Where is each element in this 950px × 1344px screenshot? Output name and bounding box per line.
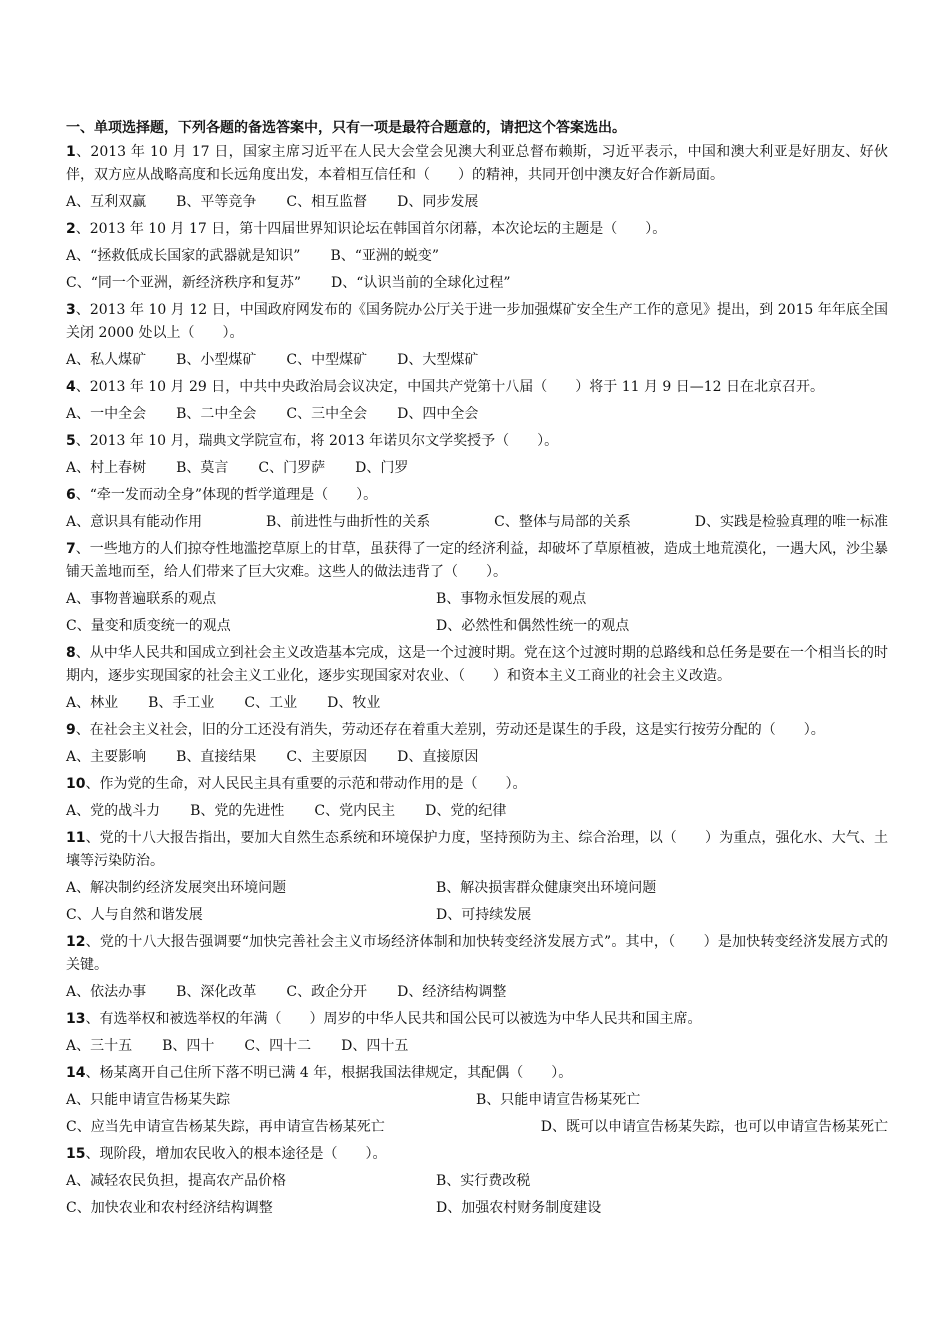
option-a: A、私人煤矿 (66, 352, 147, 368)
question-stem (66, 484, 888, 507)
question-number: 13 (66, 1011, 86, 1027)
question-number: 6 (66, 487, 76, 503)
question-stem (66, 827, 888, 873)
option-d: D、四十五 (341, 1038, 409, 1054)
option-row (66, 1089, 888, 1112)
question-11 (66, 827, 888, 927)
option-a: A、“拯救低成长国家的武器就是知识” (66, 248, 301, 264)
question-10 (66, 773, 888, 823)
option-a: A、依法办事 (66, 984, 147, 1000)
option-c: C、“同一个亚洲，新经济秩序和复苏” (66, 275, 302, 291)
option-c: C、量变和质变统一的观点 (66, 618, 231, 634)
option-d: D、党的纪律 (425, 803, 507, 819)
option-d: D、牧业 (327, 695, 381, 711)
option-c: C、门罗萨 (258, 460, 326, 476)
option-d: D、既可以申请宣告杨某失踪，也可以申请宣告杨某死亡 (540, 1119, 888, 1135)
option-row (66, 588, 888, 611)
option-d: D、“认识当前的全球化过程” (331, 275, 511, 291)
question-number: 2 (66, 221, 76, 237)
question-number: 8 (66, 645, 76, 661)
option-c: C、政企分开 (286, 984, 368, 1000)
option-a: A、减轻农民负担，提高农产品价格 (66, 1173, 287, 1189)
question-text: 、2013 年 10 月 17 日，第十四届世界知识论坛在韩国首尔闭幕，本次论坛的主题是（ ）。 (75, 221, 667, 237)
option-b: B、解决损害群众健康突出环境问题 (436, 880, 657, 896)
question-stem (66, 299, 888, 345)
option-c: C、三中全会 (286, 406, 368, 422)
question-text: 、杨某离开自己住所下落不明已满 4 年，根据我国法律规定，其配偶（ ）。 (85, 1065, 573, 1081)
question-text: 、2013 年 10 月，瑞典文学院宣布，将 2013 年诺贝尔文学奖授予（ ）。 (75, 433, 559, 449)
question-stem (66, 538, 888, 584)
question-number: 12 (66, 934, 86, 950)
question-stem (66, 931, 888, 977)
option-b: B、事物永恒发展的观点 (436, 591, 587, 607)
option-row (66, 511, 888, 534)
question-stem (66, 141, 888, 187)
question-stem (66, 719, 888, 742)
question-number: 3 (66, 302, 76, 318)
option-b: B、四十 (162, 1038, 215, 1054)
question-2 (66, 218, 888, 295)
question-number: 14 (66, 1065, 86, 1081)
question-text: 、现阶段，增加农民收入的根本途径是（ ）。 (85, 1146, 387, 1162)
option-a: A、三十五 (66, 1038, 133, 1054)
option-b: B、手工业 (148, 695, 215, 711)
option-b: B、直接结果 (176, 749, 257, 765)
option-d: D、可持续发展 (436, 907, 532, 923)
option-row (66, 457, 888, 480)
question-stem (66, 1143, 888, 1166)
option-b: B、实行费改税 (436, 1173, 531, 1189)
question-text: 、在社会主义社会，旧的分工还没有消失，劳动还存在着重大差别，劳动还是谋生的手段，这是实行按劳分配的（ ）。 (75, 722, 825, 738)
exam-page (66, 116, 888, 1224)
option-c: C、人与自然和谐发展 (66, 907, 203, 923)
option-c: C、相互监督 (286, 194, 368, 210)
question-text: 、作为党的生命，对人民民主具有重要的示范和带动作用的是（ ）。 (85, 776, 527, 792)
option-d: D、大型煤矿 (397, 352, 479, 368)
option-a: A、林业 (66, 695, 119, 711)
option-row (66, 1170, 888, 1193)
option-b: B、党的先进性 (190, 803, 285, 819)
question-stem (66, 1008, 888, 1031)
question-stem (66, 773, 888, 796)
option-a: A、党的战斗力 (66, 803, 161, 819)
question-8 (66, 642, 888, 715)
option-a: A、一中全会 (66, 406, 147, 422)
question-5 (66, 430, 888, 480)
option-row (66, 245, 888, 268)
question-number: 11 (66, 830, 86, 846)
option-a: A、互利双赢 (66, 194, 147, 210)
question-text: 、2013 年 10 月 17 日，国家主席习近平在人民大会堂会见澳大利亚总督布赖斯，习近平表示，中国和澳大利亚是好朋友、好伙伴，双方应从战略高度和长远角度出发，本着相互信任和（ ）的精神，共同开创中澳友好合作新局面。 (66, 144, 888, 183)
option-row (66, 615, 888, 638)
option-a: A、主要影响 (66, 749, 147, 765)
question-stem (66, 218, 888, 241)
question-stem (66, 1062, 888, 1085)
option-b: B、小型煤矿 (176, 352, 257, 368)
option-d: D、四中全会 (397, 406, 479, 422)
question-stem (66, 430, 888, 453)
option-c: C、加快农业和农村经济结构调整 (66, 1200, 273, 1216)
question-text: 、一些地方的人们掠夺性地滥挖草原上的甘草，虽获得了一定的经济利益，却破坏了草原植被，造成土地荒漠化，一遇大风，沙尘暴铺天盖地而至，给人们带来了巨大灾难。这些人的做法违背了（ ）。 (66, 541, 888, 580)
question-14 (66, 1062, 888, 1139)
option-d: D、门罗 (355, 460, 409, 476)
option-b: B、前进性与曲折性的关系 (266, 514, 431, 530)
question-number: 4 (66, 379, 76, 395)
option-row (66, 403, 888, 426)
option-row (66, 746, 888, 769)
question-number: 7 (66, 541, 76, 557)
question-6 (66, 484, 888, 534)
option-c: C、应当先申请宣告杨某失踪，再申请宣告杨某死亡 (66, 1119, 385, 1135)
section-title: 一、单项选择题，下列各题的备选答案中，只有一项是最符合题意的，请把这个答案选出。 (66, 120, 626, 136)
question-text: 、党的十八大报告强调要“加快完善社会主义市场经济体制和加快转变经济发展方式”。其中，（ ）是加快转变经济发展方式的关键。 (66, 934, 888, 973)
option-a: A、解决制约经济发展突出环境问题 (66, 880, 287, 896)
option-d: D、必然性和偶然性统一的观点 (436, 618, 630, 634)
option-a: A、只能申请宣告杨某失踪 (66, 1092, 231, 1108)
option-b: B、“亚洲的蜕变” (330, 248, 440, 264)
option-b: B、只能申请宣告杨某死亡 (476, 1092, 641, 1108)
question-number: 1 (66, 144, 76, 160)
option-row (66, 904, 888, 927)
question-1 (66, 141, 888, 214)
option-d: D、实践是检验真理的唯一标准 (694, 514, 888, 530)
question-3 (66, 299, 888, 372)
option-c: C、整体与局部的关系 (494, 514, 631, 530)
option-c: C、四十二 (244, 1038, 312, 1054)
question-7 (66, 538, 888, 638)
option-d: D、同步发展 (397, 194, 479, 210)
option-row (66, 877, 888, 900)
option-row (66, 191, 888, 214)
option-d: D、加强农村财务制度建设 (436, 1200, 602, 1216)
question-stem (66, 642, 888, 688)
question-9 (66, 719, 888, 769)
option-c: C、党内民主 (314, 803, 396, 819)
option-row (66, 981, 888, 1004)
option-b: B、深化改革 (176, 984, 257, 1000)
option-row (66, 1035, 888, 1058)
question-text: 、从中华人民共和国成立到社会主义改造基本完成，这是一个过渡时期。党在这个过渡时期的总路线和总任务是要在一个相当长的时期内，逐步实现国家的社会主义工业化，逐步实现国家对农业、（ ）和资本主义工商业的社会主义改造。 (66, 645, 888, 684)
question-text: 、有选举权和被选举权的年满（ ）周岁的中华人民共和国公民可以被选为中华人民共和国主席。 (85, 1011, 702, 1027)
option-a: A、意识具有能动作用 (66, 514, 203, 530)
question-text: 、“牵一发而动全身”体现的哲学道理是（ ）。 (75, 487, 378, 503)
question-4 (66, 376, 888, 426)
question-number: 5 (66, 433, 76, 449)
question-15 (66, 1143, 888, 1220)
option-row (66, 272, 888, 295)
question-text: 、2013 年 10 月 12 日，中国政府网发布的《国务院办公厅关于进一步加强煤矿安全生产工作的意见》提出，到 2015 年年底全国关闭 2000 处以上（ ）。 (66, 302, 888, 341)
option-c: C、中型煤矿 (286, 352, 368, 368)
question-text: 、党的十八大报告指出，要加大自然生态系统和环境保护力度，坚持预防为主、综合治理，以（ ）为重点，强化水、大气、土壤等污染防治。 (66, 830, 888, 869)
option-row (66, 800, 888, 823)
question-13 (66, 1008, 888, 1058)
option-b: B、平等竞争 (176, 194, 257, 210)
option-b: B、二中全会 (176, 406, 257, 422)
option-row (66, 1197, 888, 1220)
option-d: D、直接原因 (397, 749, 479, 765)
option-row (66, 349, 888, 372)
option-c: C、主要原因 (286, 749, 368, 765)
option-d: D、经济结构调整 (397, 984, 507, 1000)
option-row (66, 1116, 888, 1139)
question-number: 9 (66, 722, 76, 738)
question-stem (66, 376, 888, 399)
question-number: 15 (66, 1146, 86, 1162)
option-c: C、工业 (244, 695, 298, 711)
option-a: A、村上春树 (66, 460, 147, 476)
option-b: B、莫言 (176, 460, 229, 476)
question-text: 、2013 年 10 月 29 日，中共中央政治局会议决定，中国共产党第十八届（ ）将于 11 月 9 日—12 日在北京召开。 (75, 379, 825, 395)
question-12 (66, 931, 888, 1004)
option-row (66, 692, 888, 715)
option-a: A、事物普遍联系的观点 (66, 591, 217, 607)
question-number: 10 (66, 776, 86, 792)
